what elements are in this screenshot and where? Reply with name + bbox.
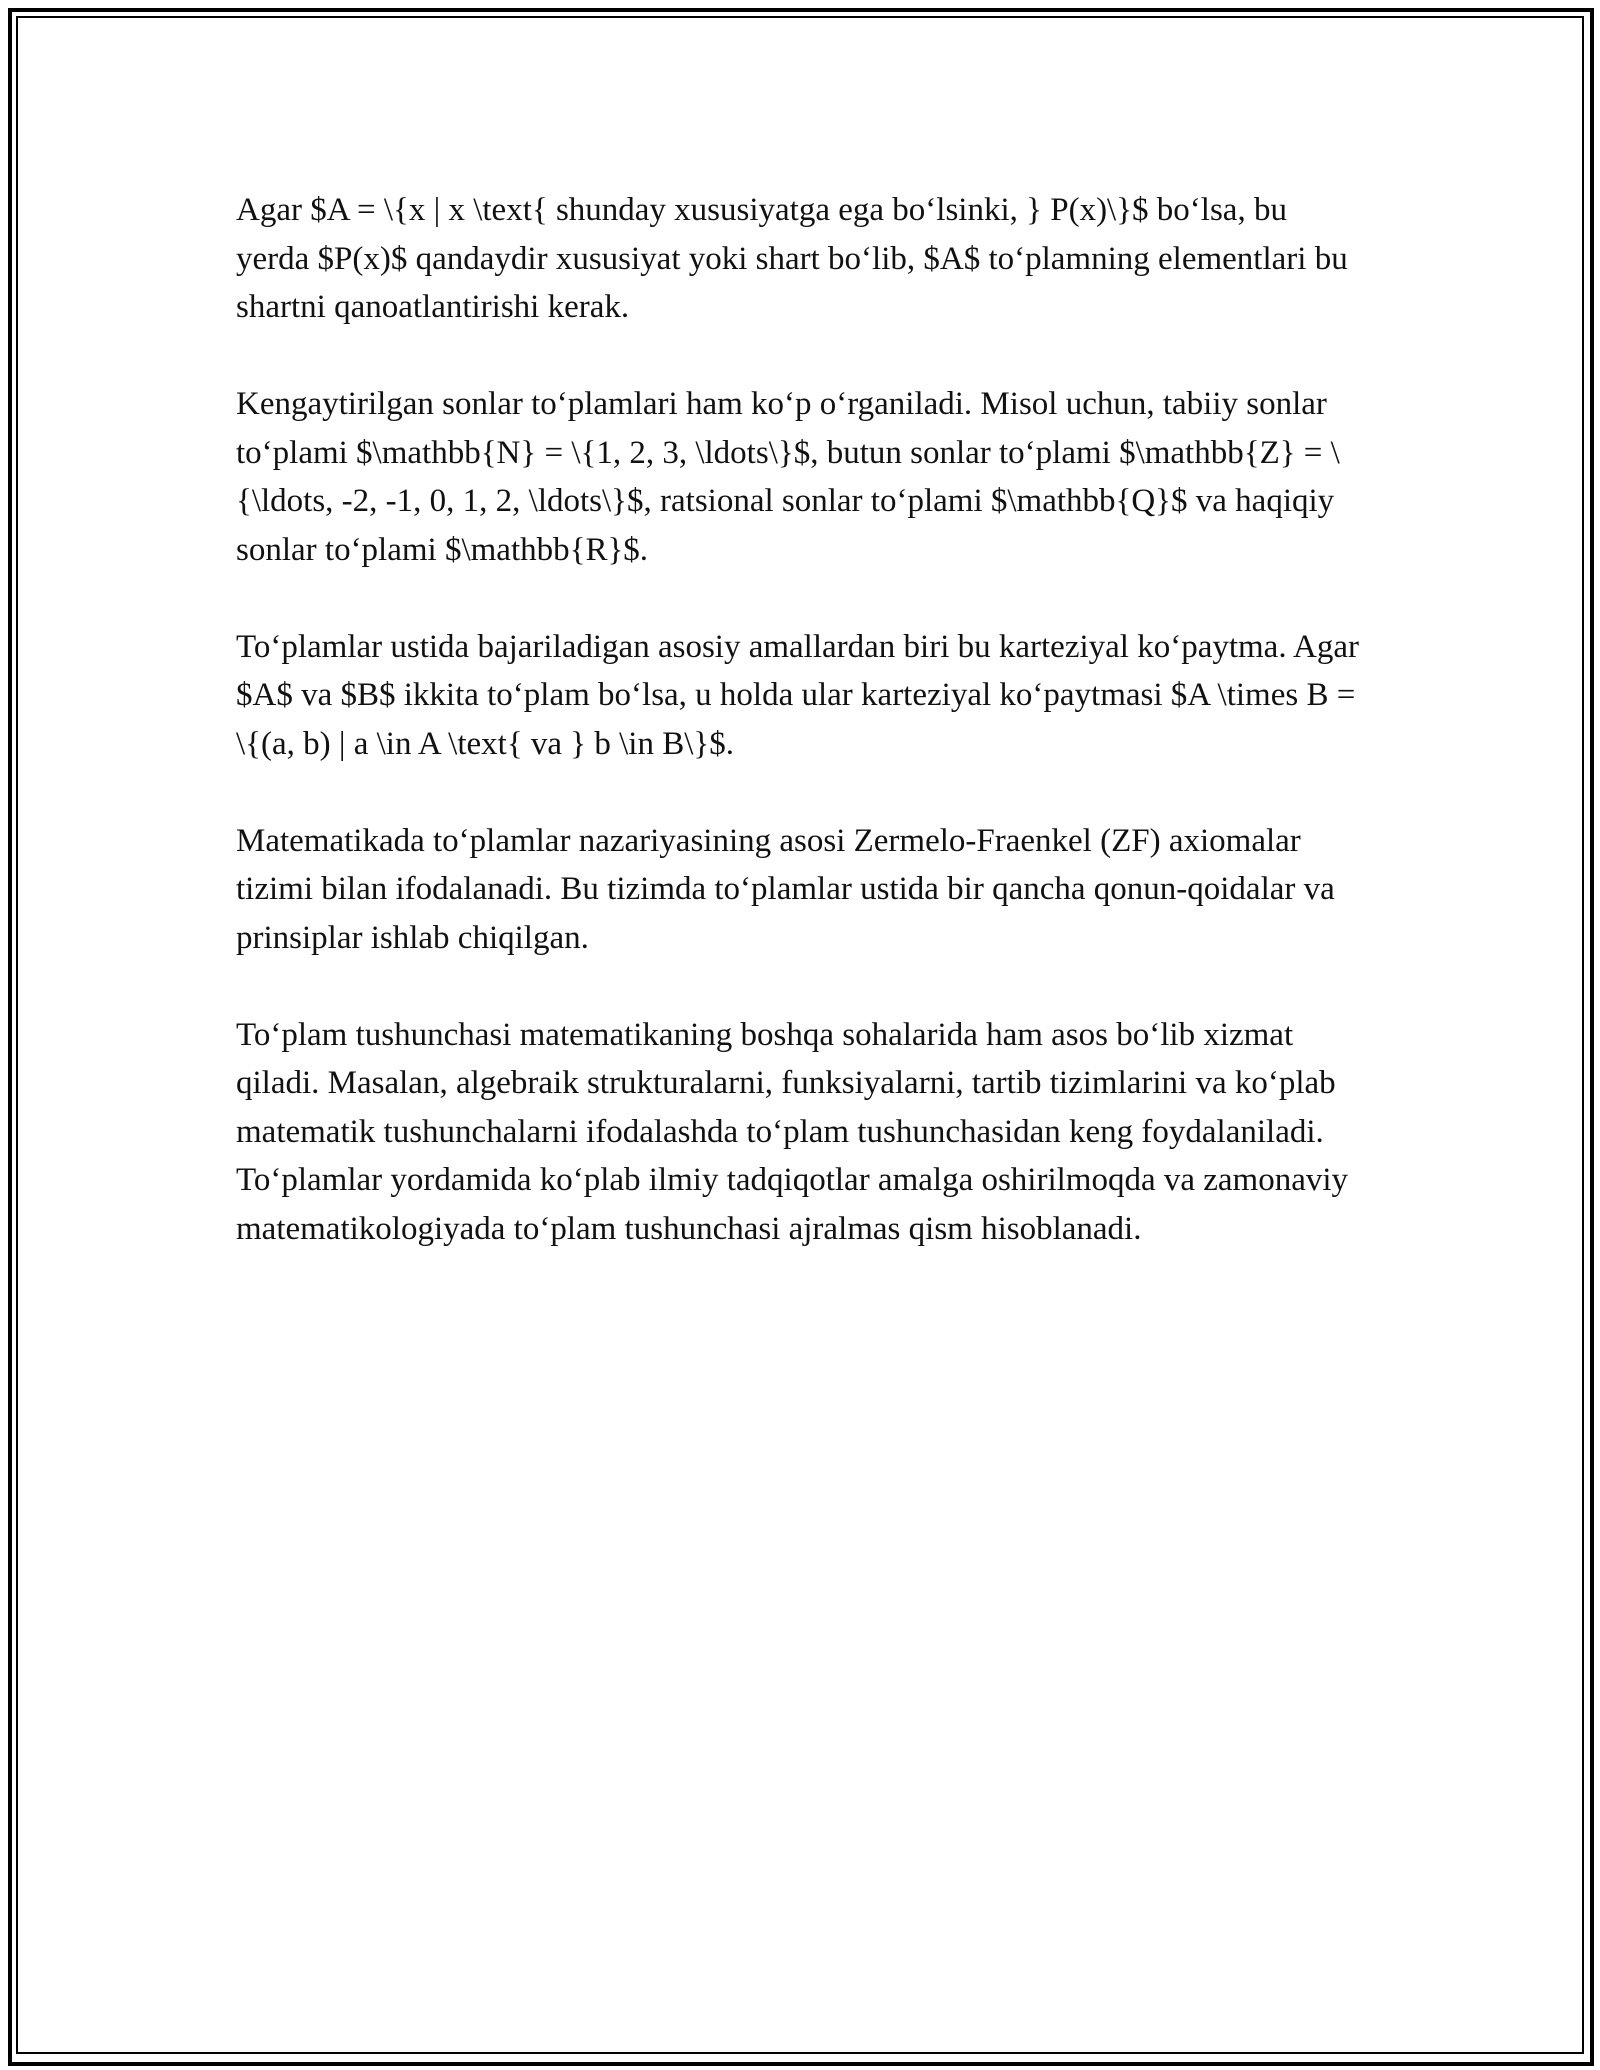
paragraph-number-sets: Kengaytirilgan sonlar to‘plamlari ham ko‘p o‘rganiladi. Misol uchun, tabiiy sonlar to‘plami $\mathbb{N} = \{1, 2, 3, \ldots\}$, butun sonlar to‘plami $\mathbb{Z} = \{\ldots, -2, -1, 0, 1, 2, \ldots\}$, ratsional sonlar to‘plami $\mathbb{Q}$ va haqiqiy sonlar to‘plami $\mathbb{R}$.	[236, 386, 1340, 568]
paragraph-set-builder: Agar $A = \{x | x \text{ shunday xususiyatga ega bo‘lsinki, } P(x)\}$ bo‘lsa, bu yerda $P(x)$ qandaydir xususiyat yoki shart bo‘lib, $A$ to‘plamning elementlari bu shartni qanoatlantirishi kerak.	[236, 192, 1348, 325]
paragraph-set-concept: To‘plam tushunchasi matematikaning boshqa sohalarida ham asos bo‘lib xizmat qiladi. Masalan, algebraik strukturalarni, funksiyalarni, tartib tizimlarini va ko‘plab matematik tushunchalarni ifodalashda to‘plam tushunchasidan keng foydalaniladi. To‘plamlar yordamida ko‘plab ilmiy tadqiqotlar amalga oshirilmoqda va zamonaviy matematikologiyada to‘plam tushunchasi ajralmas qism hisoblanadi.	[236, 1016, 1349, 1247]
paragraph-cartesian-product: To‘plamlar ustida bajariladigan asosiy amallardan biri bu karteziyal ko‘paytma. Agar $A$ va $B$ ikkita to‘plam bo‘lsa, u holda ular karteziyal ko‘paytmasi $A \times B = \{(a, b) | a \in A \text{ va } b \in B\}$.	[236, 628, 1359, 762]
paragraph-zf-axioms: Matematikada to‘plamlar nazariyasining asosi Zermelo-Fraenkel (ZF) axiomalar tizimi bilan ifodalanadi. Bu tizimda to‘plamlar ustida bir qancha qonun-qoidalar va prinsiplar ishlab chiqilgan.	[236, 822, 1335, 956]
document-body	[236, 186, 1366, 1302]
